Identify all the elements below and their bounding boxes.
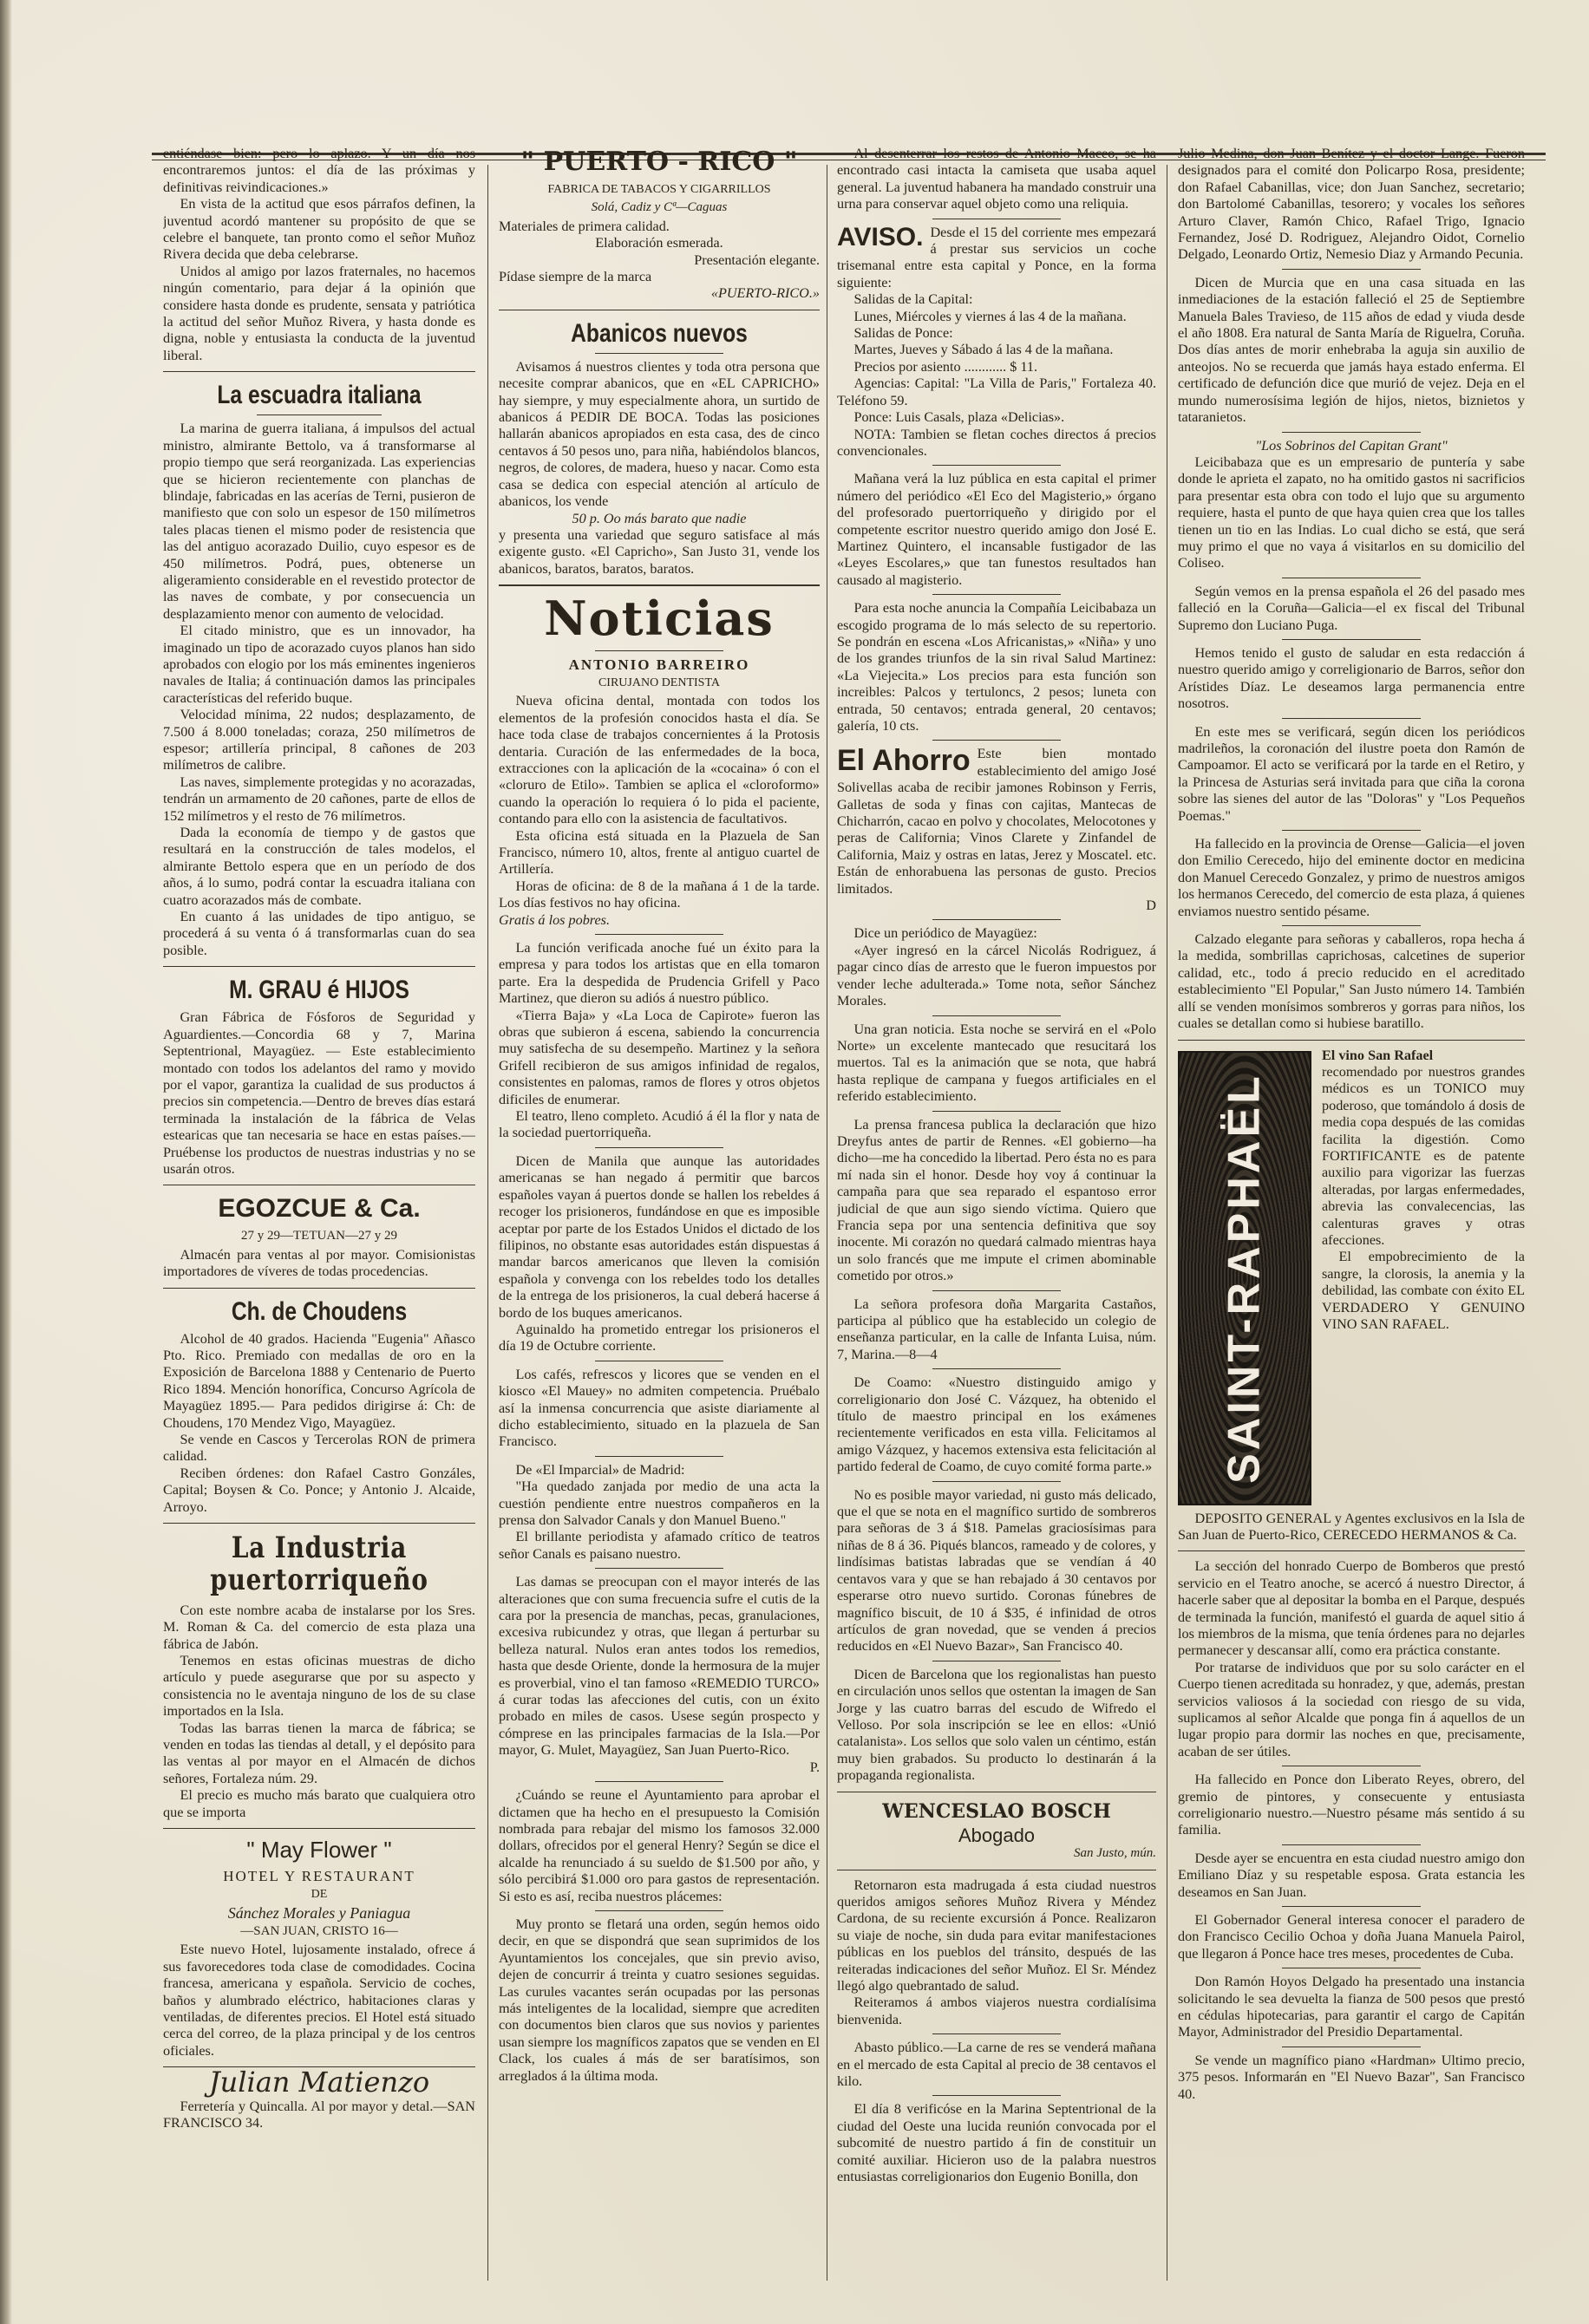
- headline-puerto-rico: " PUERTO - RICO ": [520, 147, 798, 177]
- divider: [595, 1147, 723, 1148]
- paragraph: Este nuevo Hotel, lujosamente instalado, ofrece á sus favorecedores toda clase de comodidades. Cocina francesa, americana y española. Servicio de coches, baños y alumbrado eléctrico, habitaciones claras y ventiladas, de diferentes precios. El Hotel está situado cerca del correo, de la plaza principal y de los centros oficiales.: [163, 1942, 475, 2059]
- paragraph: Don Ramón Hoyos Delgado ha presentado una instancia solicitando le sea devuelta la fianza de 500 pesos que prestó en cédulas hipotecarias, para garantir el cargo de Capitán Mayor, Administrador del Presidio Departamental.: [1178, 1974, 1525, 2040]
- paragraph: Calzado elegante para señoras y caballeros, ropa hecha á la medida, sombrillas caprichosas, calcetines de superior calidad, etc., todo á precio reducido en el acreditado establecimiento "El Popular," San Justo número 14. También allí se venden monísimos sombreros y gorras para niños, los cuales se detallan como si hubiese baratillo.: [1178, 931, 1525, 1032]
- ahorro-block: [837, 746, 1156, 898]
- divider: [1282, 925, 1421, 926]
- bosch-address: San Justo, mún.: [1074, 1846, 1156, 1861]
- saint-raphael-text: SAINT-RAPHAËL: [1219, 1072, 1270, 1484]
- paragraph: NOTA: Tambien se fletan coches directos á precios convencionales.: [837, 426, 1156, 459]
- paragraph: "Los Sobrinos del Capitan Grant": [1255, 437, 1448, 454]
- paragraph: Una gran noticia. Esta noche se servirá en el «Polo Norte» un excelente mantecado que resucitará los muertos. Tal es la animación que se nota, que habrá hasta replique de campana y fuegos artificiales en el referido establecimiento.: [837, 1021, 1156, 1105]
- paragraph: El Gobernador General interesa conocer el paradero de don Francisco Cecilio Ochoa y doña Juana Manuela Pairol, que llegaron á Ponce hace tres meses, procedentes de Cuba.: [1178, 1912, 1525, 1962]
- paragraph: Reiteramos á ambos viajeros nuestra cordialísima bienvenida.: [837, 1994, 1156, 2027]
- paragraph: Avisamos á nuestros clientes y toda otra persona que necesite comprar abanicos, que en «EL CAPRICHO» hay siempre, y muy especialmente ahora, un surtido de abanicos á PEDIR DE BOCA. Todas las posiciones hallarán abanicos apropiados en esta casa, des de cinco centavos á 50 pesos uno, para niña, habiéndolos blancos, negros, de colores, de madera, hueso y nacar. Como esta casa se dedica con especial atención al artículo de abanicos, los vende: [499, 358, 820, 510]
- divider: [163, 1828, 475, 1829]
- divider: [1282, 639, 1421, 640]
- paragraph: «PUERTO-RICO.»: [710, 285, 820, 302]
- paragraph: Presentación elegante.: [694, 251, 820, 268]
- divider: [932, 2095, 1060, 2096]
- barreiro-name: ANTONIO BARREIRO: [568, 656, 750, 673]
- paragraph: Ponce: Luis Casals, plaza «Delicias».: [853, 409, 1065, 426]
- aviso-text: Desde el 15 del corriente mes empezará á prestar sus servicios un coche trisemanal entre esta capital y Ponce, en la forma siguiente:: [837, 224, 1156, 290]
- paragraph: Dicen de Manila que aunque las autoridades americanas se han negado á permitir que barcos españoles vayan á puertos donde se hallen los rebeldes á recoger los prisioneros, fundándose en que es imposible aceptar por parte de los Estados Unidos el dictado de los filipinos, no obstante esas autoridades están dispuestas á mandar barcos americanos que lleven la comisión española y convenga con los rebeldes todo los detalles de la entrega de los prisioneros, la cual deberá hacerse á bordo de los buques americanos.: [499, 1152, 820, 1321]
- divider: [163, 966, 475, 967]
- paragraph: No es posible mayor variedad, ni gusto más delicado, que el que se nota en el magnífico surtido de sombreros para señoras de 3 á $18. Pamelas graciosísimas para niñas de 8 á 36. Piqués blancos, rameado y de colores, y lindísimas batistas labradas que se vendían á 40 centavos vara y que se han rebajado á 30 centavos por esperarse otro nuevo surtido. Coronas fúnebres de magnífico biscuit, de 10 á $35, é infinidad de otros artículos de gran novedad, que se venden á precios reducidos en «El Nuevo Bazar», San Francisco 40.: [837, 1486, 1156, 1655]
- paragraph: Las damas se preocupan con el mayor interés de las alteraciones que con suma frecuencia sufre el cutis de la cara por la presencia de manchas, pecas, granulaciones, excesiva rubicundez y otras, que llegan á perturbar su belleza natural. Nulos eran antes todos los remedios, hasta que desde Oriente, donde la hermosura de la mujer es proverbial, vino el tan famoso «REMEDIO TURCO» á curar todas las afecciones del cutis, con un éxito probado en miles de casos. Usese según prospecto y cómprese en las principales farmacias de la Isla.—Por mayor, G. Mulet, Mayagüez, San Juan Puerto-Rico.: [499, 1574, 820, 1759]
- paragraph: Dada la economía de tiempo y de gastos que resultará en la construcción de tales modelos, el almirante Bettolo espera que en un período de dos años, á lo sumo, podrá contar la escuadra italiana con cuatro acorazados más de combate.: [163, 825, 475, 908]
- paragraph: Leicibabaza que es un empresario de puntería y sabe donde le aprieta el zapato, no ha omitido gastos ni sacrificios para presentar esta obra con todo el lujo que su argumento requiere, hasta el punto de que haya quien crea que los talles tienen un tio en las Indias. Lo cual dicho se está, que será muy primo el que no vaya á visitarlos en su domicilio del Coliseo.: [1178, 454, 1525, 571]
- paragraph: Las naves, simplemente protegidas y no acorazadas, tendrán un armamento de 20 cañones, parte de ellos de 152 milímetros y el resto de 76 milímetros.: [163, 774, 475, 824]
- paragraph: La función verificada anoche fué un éxito para la empresa y para todos los artistas que en ella tomaron parte. Era la despedida de Prudencia Grifell y Paco Martinez, que dieron su adiós á nuestro público.: [499, 940, 820, 1007]
- paragraph: Al desenterrar los restos de Antonio Maceo, se ha encontrado casi intacta la camiseta que usaba aquel general. La juventud habanera ha mandado construir una urna para conservar aquel objeto como una reliquia.: [837, 146, 1156, 212]
- paragraph: Materiales de primera calidad.: [499, 218, 670, 234]
- paragraph: Aguinaldo ha prometido entregar los prisioneros el día 19 de Octubre corriente.: [499, 1321, 820, 1355]
- headline-grau: M. GRAU é HIJOS: [229, 976, 409, 1005]
- paragraph: Abasto público.—La carne de res se venderá mañana en el mercado de esta Capital al precio de 38 centavos el kilo.: [837, 2040, 1156, 2090]
- paragraph: De Coamo: «Nuestro distinguido amigo y correligionario don José C. Vázquez, ha obtenido el título de maestro principal en los exámenes recientemente verificados en esta villa. Felicitamos al amigo Vázquez, y hacemos extensiva esta felicitación al partido federal de Coamo, de cuyo comité forma parte.»: [837, 1374, 1156, 1475]
- paragraph: El teatro, lleno completo. Acudió á él la flor y nata de la sociedad puertorriqueña.: [499, 1108, 820, 1141]
- paragraph: Hemos tenido el gusto de saludar en esta redacción á nuestro querido amigo y correligionario de Barros, señor don Arístides Díaz. Le deseamos larga permanencia entre nosotros.: [1178, 644, 1525, 712]
- paragraph: En este mes se verificará, según dicen los periódicos madrileños, la coronación del ilustre poeta don Ramón de Campoamor. El acto se verificará por la tarde en el Retiro, y la Princesa de Asturias será invitada para que ciña la corona sobre las sienes del autor de las "Doloras" y "Los Pequeños Poemas.": [1178, 723, 1525, 824]
- paragraph: Los cafés, refrescos y licores que se venden en el kiosco «El Mauey» no admiten competencia. Pruébalo así la inmensa concurrencia que asiste diariamente al dicho establecimiento, situado en la plazuela de San Francisco.: [499, 1366, 820, 1450]
- paragraph: Alcohol de 40 grados. Hacienda "Eugenia" Añasco Pto. Rico. Premiado con medallas de oro en la Exposición de Barcelona 1888 y Centenario de Puerto Rico 1894. Mención honorífica, Concurso Agrícola de Mayagüez 1895.— Para pedidos dirigirse á: Ch: de Choudens, 170 Mendez Vigo, Mayagüez.: [163, 1330, 475, 1431]
- barreiro-title: CIRUJANO DENTISTA: [598, 676, 721, 689]
- paragraph: Tenemos en estas oficinas muestras de dicho artículo y puede asegurarse que por su aspecto y consistencia no le aventaja ninguno de los de su clase importados en la Isla.: [163, 1653, 475, 1720]
- paragraph: Horas de oficina: de 8 de la mañana á 1 de la tarde. Los días festivos no hay oficina.: [499, 878, 820, 911]
- paragraph: Velocidad mínima, 22 nudos; desplazamento, de 7.500 á 8.000 toneladas; coraza, 250 milímetros de espesor; artillería principal, 8 cañones de 203 milímetros de calibre.: [163, 707, 475, 774]
- paragraph: Para esta noche anuncia la Compañía Leicibabaza un escogido programa de lo más selecto de su repertorio. Se pondrán en escena «Los Africanistas,» «Niña» y uno de los grandes triunfos de la sin rival Salud Martinez: «La Viejecita.» Los precios para esta función son increibles: Palcos y tertuloncs, 2 pesos; luneta con entrada, 50 centavos; entrada general, 20 centavos; galería, 10 cts.: [837, 600, 1156, 734]
- saint-raphael-banner: [1178, 1051, 1311, 1505]
- paragraph: La señora profesora doña Margarita Castaños, participa al público que ha establecido un colegio de enseñanza particular, en la calle de Infanta Luisa, núm. 7, Marina.—8—4: [837, 1296, 1156, 1362]
- divider: [499, 584, 820, 586]
- paragraph: Desde ayer se encuentra en esta ciudad nuestro amigo don Emiliano Díaz y su respetable esposa. Grata estancia les deseamos en San Juan.: [1178, 1850, 1525, 1900]
- aviso-block: [837, 222, 1156, 292]
- paragraph: DEPOSITO GENERAL y Agentes exclusivos en la Isla de San Juan de Puerto-Rico, CERECEDO HERMANOS & Ca.: [1178, 1510, 1525, 1543]
- paragraph: 50 p. Oo más barato que nadie: [572, 510, 747, 526]
- paragraph: recomendado por nuestros grandes médicos es un TONICO muy poderoso, que tomándolo á dosis de media copa después de las comidas facilita la digestión. Como FORTIFICANTE es de patente auxilio para vigorizar las fuerzas alteradas, por largas enfermedades, abrevia las convalecencias, las calenturas graves y otras afecciones.: [1322, 1063, 1525, 1248]
- paragraph: Dicen de Barcelona que los regionalistas han puesto en circulación unos sellos que ostentan la imagen de San Jorge y las cuatro barras del escudo de Wifredo el Velloso. Por sola inscripción se lee en ellos: «Unió catalanista». Los sellos que solo valen un céntimo, están muy bien grabados. Su producto lo destinarán á la propaganda regionalista.: [837, 1666, 1156, 1784]
- paragraph: Retornaron esta madrugada á esta ciudad nuestros queridos amigos señores Muñoz Rivera y Méndez Cardona, de su reciente excursión á Ponce. Realizaron su viaje de noche, sin duda para evitar manifestaciones públicas en los pueblos del tránsito, después de las reiteradas indicaciones del señor Muñoz. El Sr. Méndez llegó algo quebrantado de salud.: [837, 1877, 1156, 1994]
- divider: [1282, 1906, 1421, 1907]
- divider: [595, 650, 723, 651]
- divider: [932, 1368, 1060, 1369]
- headline-matienzo: Julian Matienzo: [208, 2066, 430, 2099]
- ad-heading: El vino San Rafael: [1322, 1047, 1434, 1063]
- paragraph: «Ayer ingresó en la cárcel Nicolás Rodriguez, á pagar cinco días de arresto que le fueron impuestos por vender leche adulterada.» Tome nota, señor Sánchez Morales.: [837, 942, 1156, 1009]
- paragraph: Julio Medina, don Juan Benítez y el doctor Lange. Fueron designados para el comité don Policarpo Rosa, presidente; don Rafael Cabanillas, vice; don Juan Sanchez, secretario; don Bartolomé Cabanillas, tesorero; y vocales los señores Arturo Claver, Ramón Chico, Rafael Trigo, Ignacio Fernandez, José D. Rodriguez, Alejandro Oidot, Cornelio Delgado, Leonardo Ortiz, Nemesio Diaz y Armando Pecunia.: [1178, 146, 1525, 263]
- divider: [932, 465, 1060, 466]
- paragraph: Dicen de Murcia que en una casa situada en las inmediaciones de la estación falleció el 25 de Septiembre Manuela Bales Travieso, de 115 años de edad y viuda desde el año 1808. Era natural de Santa María de Riguelra, Coruña. Dos días antes de morir enhebraba la aguja sin auxilio de anteojos. No se recuerda que jamás haya estado enferma. El certificado de defunción dice que murió de vejez. Deja en el mundo numerosísima legión de hijos, nietos, biznietos y tataranietos.: [1178, 274, 1525, 426]
- paragraph: Unidos al amigo por lazos fraternales, no hacemos ningún comentario, para dejar á la opinión que considere hasta donde es prudente, sensata y patriótica la actitud del señor Muñoz Rivera, y hasta donde es digna, noble y entusiasta la conducta de la juventud liberal.: [163, 263, 475, 363]
- paragraph: y presenta una variedad que seguro satisface al más exigente gusto. «El Capricho», San Justo 31, vende los abanicos, baratos, baratos, baratos.: [499, 526, 820, 577]
- paragraph: El brillante periodista y afamado crítico de teatros señor Canals es paisano nuestro.: [499, 1529, 820, 1562]
- paragraph: Lunes, Miércoles y viernes á las 4 de la mañana.: [853, 308, 1127, 324]
- pr-subtitle: FABRICA DE TABACOS Y CIGARRILLOS: [547, 183, 771, 196]
- divider: [595, 353, 723, 354]
- ahorro-tag: El Ahorro: [837, 744, 971, 778]
- signature: D: [1146, 898, 1156, 914]
- divider: [932, 1015, 1060, 1016]
- paragraph: «Tierra Baja» y «La Loca de Capirote» fueron las obras que subieron á escena, sabiendo la concurrencia muy satisfecha de su desempeño. Martinez y la señora Grifell recibieron de sus amigos infinidad de regalos, consistentes en palomas, ramos de flores y otros objetos dificiles de enumerar.: [499, 1007, 820, 1107]
- divider: [1282, 432, 1421, 433]
- headline-mayflower: " May Flower ": [246, 1837, 392, 1864]
- paragraph: Nueva oficina dental, montada con todos los elementos de la profesión conocidos hasta el día. Se hace toda clase de trabajos concernientes á la Protosis dentaria. Curación de las enfermedades de la boca, extracciones con la aplicación de la «cocaina» ó con el «cloruro de Etilo». Tambien se aplica el «cloroformo» cuando la operación lo requiera ó lo pida el paciente, contando para ello con la asistencia de facultativos.: [499, 693, 820, 827]
- paragraph: Ha fallecido en Ponce don Liberato Reyes, obrero, del gremio de pintores, y consecuente y entusiasta correligionario nuestro.—Nuestro pésame más sentido á su familia.: [1178, 1772, 1525, 1838]
- divider: [1282, 718, 1421, 719]
- divider: [595, 934, 723, 935]
- paragraph: Muy pronto se fletará una orden, según hemos oido decir, en que se dispondrá que sean suprimidos de los Ayuntamientos los concejales, que sin previo aviso, dejen de concurrir á treinta y cuatro sesiones seguidas. Las curules vacantes serán ocupadas por las personas más inteligentes de la localidad, siempre que acrediten con documentos bien claros que sus novios y parientes usan siempre los magníficos zapatos que se venden en El Clack, los cuales á más de ser baratísimos, son arreglados á la última moda.: [499, 1916, 820, 2084]
- paragraph: Ha fallecido en la provincia de Orense—Galicia—el joven don Emilio Cerecedo, hijo del eminente doctor en medicina don Manuel Cerecedo Gonzalez, y primo de nuestros amigos los hermanos Cerecedo, del comercio de esta plaza, á quienes enviamos nuestro sentido pésame.: [1178, 836, 1525, 919]
- paragraph: La marina de guerra italiana, á impulsos del actual ministro, almirante Bettolo, va á transformarse al propio tiempo que será reorganizada. Las experiencias que se hicieron recientemente con planchas de blindaje, fabricadas en las acerías de Terni, pusieron de manifiesto que con solo un espesor de 150 milímetros tales placas tienen el mismo poder de resistencia que las del antiguo acorazado Duilio, cuyo espesor es de 450 milímetros. Podrá, pues, obtenerse un aligeramiento considerable en el revestido protector de las naves de combate, y por consecuencia un desplazamiento menor con aumento de velocidad.: [163, 421, 475, 622]
- headline-bosch: WENCESLAO BOSCH: [882, 1799, 1111, 1823]
- divider: [932, 1290, 1060, 1291]
- divider: [932, 919, 1060, 920]
- paragraph: El precio es mucho más barato que cualquiera otro que se importa: [163, 1787, 475, 1820]
- paragraph: Martes, Jueves y Sábado á las 4 de la mañana.: [853, 342, 1114, 358]
- paragraph: La prensa francesa publica la declaración que hizo Dreyfus antes de partir de Rennes. «El gobierno—ha dicho—me ha concedido la libertad. Pero ésta no es para mí nada sin el honor. Desde hoy voy á continuar la campaña para que sea reparado el espantoso error judicial de que aun sigo siendo víctima. Quiero que Francia sepa por una sentencia definitiva que soy inocente. Mi corazón no quedará calmado mientras haya un solo francés que me impute el crimen abominable cometido por otros.»: [837, 1116, 1156, 1284]
- divider: [1178, 1040, 1525, 1041]
- paragraph: Dice un periódico de Mayagüez:: [853, 925, 1037, 942]
- divider: [932, 740, 1060, 741]
- paragraph: Reciben órdenes: don Rafael Castro Gonzáles, Capital; Boysen & Co. Ponce; y Antonio J. Alcaide, Arroyo.: [163, 1465, 475, 1515]
- paragraph: ¿Cuándo se reune el Ayuntamiento para aprobar el dictamen que ha hecho en el presupuesto la Comisión nombrada para rebajar del mismo los famosos 32.000 dollars, ofrecidos por el general Henry? Según se dice el alcalde ha renunciado á su sueldo de $1.500 por año, y sólo percibirá $1.000 oro para gastos de representación. Si esto es así, reciba nuestros plácemes:: [499, 1787, 820, 1904]
- paragraph: Mañana verá la luz pública en esta capital el primer número del periódico «El Eco del Magisterio,» órgano del profesorado puertorriqueño y dirigido por el competente escritor nuestro querido amigo don José E. Martinez Quintero, el incansable fustigador de las «Leyes Escolares,» que tan funestos resultados han causado al magisterio.: [837, 471, 1156, 588]
- paragraph: entiéndase bien: pero lo aplazo. Y un día nos encontraremos juntos: el día de las próximas y definitivas reivindicaciones.»: [163, 146, 475, 195]
- paragraph: El citado ministro, que es un innovador, ha imaginado un tipo de acorazado cuyos planos han sido aprobados con elogio por los más eminentes ingenieros navales de Italia; á continuación damos las principales características del referido buque.: [163, 623, 475, 706]
- paragraph: Ferretería y Quincalla. Al por mayor y detal.—SAN FRANCISCO 34.: [163, 2098, 475, 2131]
- divider: [163, 371, 475, 372]
- paragraph: Esta oficina está situada en la Plazuela de San Francisco, número 10, altos, frente al antiguo cuartel de Artillería.: [499, 827, 820, 878]
- paragraph: Con este nombre acaba de instalarse por los Sres. M. Roman & Ca. del comercio de esta plaza una fábrica de Jabón.: [163, 1602, 475, 1652]
- mayflower-owners: Sánchez Morales y Paniagua: [227, 1903, 411, 1922]
- divider: [163, 1523, 475, 1524]
- divider: [932, 1481, 1060, 1482]
- paragraph: Salidas de Ponce:: [853, 325, 953, 342]
- headline-escuadra: La escuadra italiana: [217, 381, 422, 410]
- mayflower-de: DE: [311, 1888, 328, 1902]
- divider: [1282, 269, 1421, 270]
- saint-raphael-ad: [1178, 1048, 1525, 1511]
- signature: P.: [809, 1759, 820, 1775]
- paragraph: Gran Fábrica de Fósforos de Seguridad y Aguardientes.—Concordia 68 y 7, Marina Septentrional, Mayagüez. — Este establecimiento montado con todos los adelantos del ramo y movido por el vapor, garantiza la cualidad de sus productos á precios sin competencia.—Dentro de breves días estará terminada la instalación de la fábrica de Velas estearicas que tan necesaria se hace en estas países.—Pruébense los productos de nuestras industrias y no se usarán otros.: [163, 1009, 475, 1177]
- aviso-tag: AVISO.: [837, 222, 924, 251]
- section-title-noticias: Noticias: [544, 591, 775, 647]
- divider: [932, 1111, 1060, 1112]
- divider: [1282, 830, 1421, 831]
- divider: [932, 594, 1060, 595]
- divider: [1178, 1550, 1525, 1551]
- paragraph: Elaboración esmerada.: [595, 235, 723, 251]
- paragraph: Por tratarse de individuos que por su solo carácter en el Cuerpo tienen acreditada su honradez, y que, además, prestan servicios valiosos á la sociedad con riesgo de su vida, suplicamos al señor Alcalde que ponga fin á aquellos de un lugar propio para dormir las noches en que, precisamente, acaban de ser útiles.: [1178, 1659, 1525, 1759]
- paragraph: De «El Imparcial» de Madrid:: [515, 1461, 685, 1478]
- paragraph: Se vende un magnífico piano «Hardman» Ultimo precio, 375 pesos. Informarán en "El Nuevo Bazar", San Francisco 40.: [1178, 2052, 1525, 2102]
- column-3: [837, 146, 1156, 2296]
- mayflower-address: —SAN JUAN, CRISTO 16—: [240, 1923, 398, 1938]
- paragraph: El día 8 verificóse en la Marina Septentrional de la ciudad del Oeste una lucida reunión convocada por el subcomité de nuestro partido á fin de constituir un comité auxiliar. Hicieron uso de la palabra nuestros entusiastas correligionarios don Eugenio Bonilla, don: [837, 2101, 1156, 2185]
- divider: [595, 1781, 723, 1782]
- column-divider: [487, 165, 488, 2281]
- paragraph: Se vende en Cascos y Tercerolas RON de primera calidad.: [163, 1432, 475, 1465]
- divider: [595, 1568, 723, 1569]
- paragraph: Precios por asiento ............ $ 11.: [853, 358, 1038, 375]
- paragraph: Agencias: Capital: "La Villa de Paris," Fortaleza 40. Teléfono 59.: [837, 375, 1156, 408]
- divider: [163, 1288, 475, 1289]
- headline-choudens: Ch. de Choudens: [231, 1296, 408, 1326]
- column-4: [1178, 146, 1525, 2296]
- paragraph: Todas las barras tienen la marca de fábrica; se venden en todas las tiendas al detall, y el depósito para las ventas al por mayor en el Almacén de dichos señores, Fortaleza núm. 29.: [163, 1720, 475, 1786]
- paragraph: Salidas de la Capital:: [853, 291, 973, 308]
- paragraph: Gratis á los pobres.: [499, 911, 611, 928]
- page-edge: [0, 0, 12, 2324]
- pr-owners: Solá, Cadiz y Cª—Caguas: [591, 200, 728, 215]
- paragraph: "Ha quedado zanjada por medio de una acta la cuestión pendiente entre nuestros compañeros en la prensa don Salvador Canals y don Manuel Bueno.": [499, 1479, 820, 1529]
- mayflower-subtitle: HOTEL Y RESTAURANT: [223, 1867, 415, 1884]
- paragraph: En cuanto á las unidades de tipo antiguo, se procederá á su venta ó á transformarlas cuan do sea posible.: [163, 909, 475, 958]
- headline-industria: La Industria puertorriqueño: [210, 1531, 428, 1598]
- bosch-title: Abogado: [958, 1824, 1036, 1846]
- divider: [595, 1456, 723, 1457]
- paragraph: En vista de la actitud que esos párrafos definen, la juventud acordó mantener su propósito de que se celebre el banquete, tan pronto como el señor Muñoz Rivera decida que deba celebrarse.: [163, 196, 475, 263]
- paragraph: El empobrecimiento de la sangre, la clorosis, la anemia y la debilidad, las combate con éxito EL VERDADERO Y GENUINO VINO SAN RAFAEL.: [1322, 1249, 1525, 1332]
- divider: [1282, 1844, 1421, 1845]
- headline-abanicos: Abanicos nuevos: [571, 318, 748, 348]
- headline-egozcue: EGOZCUE & Ca.: [218, 1194, 421, 1224]
- column-1: [163, 146, 475, 2296]
- paragraph: La sección del honrado Cuerpo de Bomberos que prestó servicio en el Teatro anoche, se acercó á nuestro Director, á hacerle saber que al depositar la bomba en el Parque, después de terminada la función, manifestó el guarda de aquel sitio á los miembros de la misma, que tenía órdenes para no dejarles permanecer y descansar allí, como era práctica constante.: [1178, 1558, 1525, 1659]
- paragraph: Según vemos en la prensa española el 26 del pasado mes falleció en la Coruña—Galicia—el ex fiscal del Tribunal Supremo don Luciano Puga.: [1178, 583, 1525, 633]
- column-2: [499, 146, 820, 2296]
- paragraph: Pídase siempre de la marca: [499, 269, 652, 285]
- egozcue-address: 27 y 29—TETUAN—27 y 29: [241, 1229, 397, 1244]
- ahorro-text: Este bien montado establecimiento del amigo José Solivellas acaba de recibir jamones Robinson y Ferris, Galletas de soda y finas con cajitas, Mantecas de Chicharrón, cacao en polvo y chocolates, Melocotones y peras de California; Vinos Clarete y Zinfandel de California, Maiz y ostras en latas, Jerez y Moscatel. etc. Están de enhorabuena las personas de gusto. Precios limitados.: [837, 746, 1156, 897]
- divider: [595, 1910, 723, 1911]
- paragraph: Almacén para ventas al por mayor. Comisionistas importadores de víveres de todas procedencias.: [163, 1246, 475, 1280]
